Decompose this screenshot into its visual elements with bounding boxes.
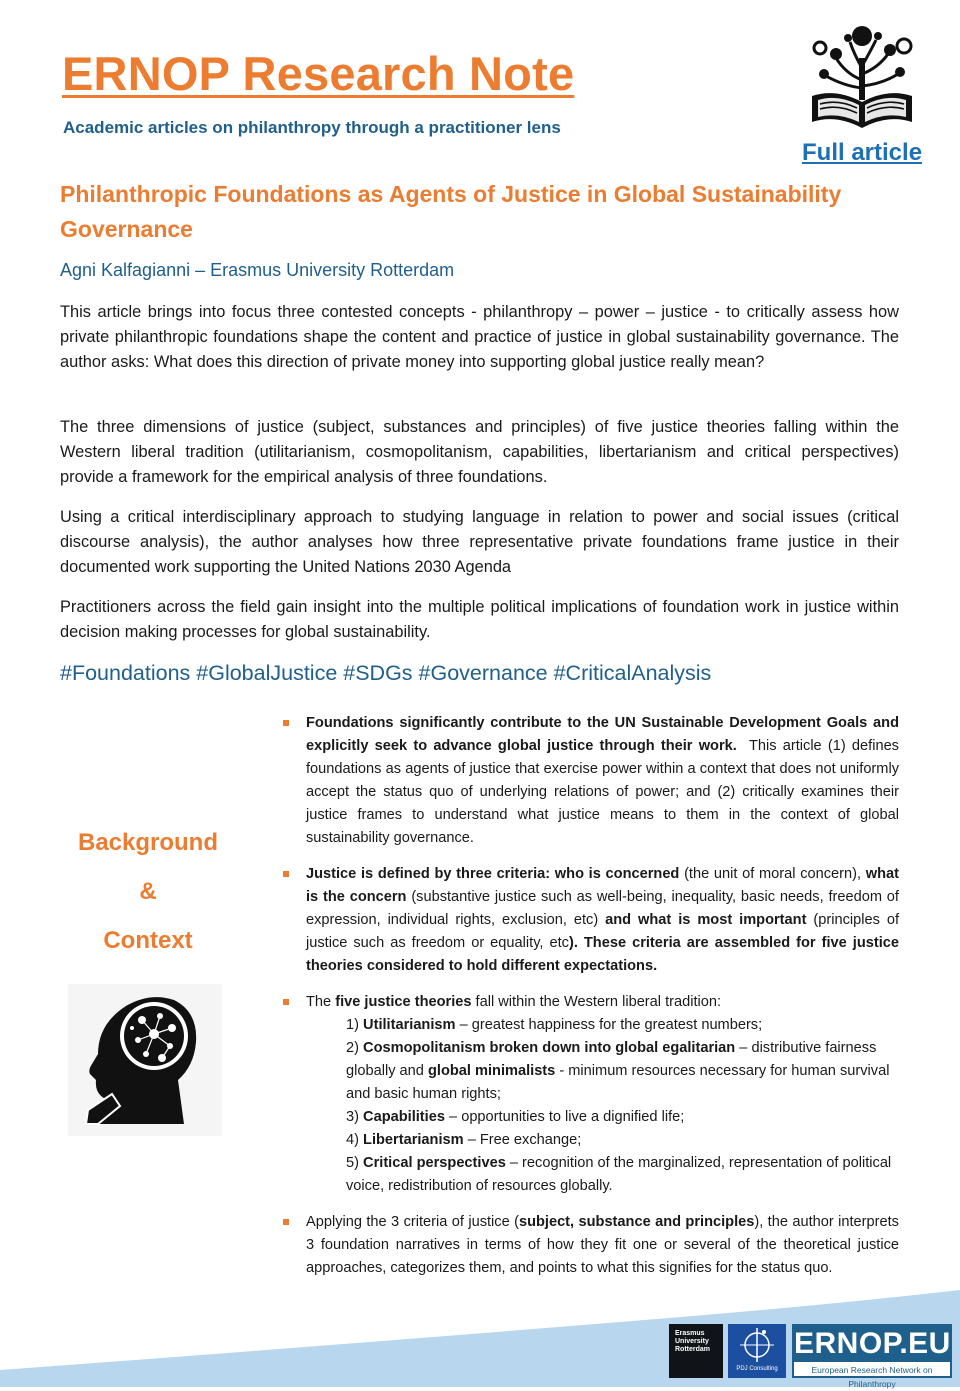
erasmus-university-logo: Erasmus University Rotterdam (669, 1324, 723, 1378)
theory-item: 2) Cosmopolitanism broken down into global egalitarian – distributive fairness globally and global minimalists - minimum resources necessary for human survival and basic human rights; (346, 1040, 890, 1102)
ernop-logo-subtitle: European Research Network on Philanthropy (811, 1365, 933, 1389)
list-item: Applying the 3 criteria of justice (subject, substance and principles), the author interprets 3 foundation narratives in terms of how they fit one or several of the theoretical justice approaches, categorizes them, and points to what this signifies for the status quo. (282, 1211, 899, 1280)
intro-paragraph-3: Using a critical interdisciplinary approach to studying language in relation to power and social issues (critical discourse analysis), the author analyses how three representative private foundations frame justice in their documented work supporting the United Nations 2030 Agenda (60, 508, 899, 576)
section-heading-line-3: Context (103, 927, 193, 954)
intro-paragraph-4: Practitioners across the field gain insight into the multiple political implications of foundation work in justice within decision making processes for global sustainability. (60, 598, 899, 641)
article-title: Philanthropic Foundations as Agents of Justice in Global Sustainability Governance (60, 181, 842, 242)
thinking-head-icon (68, 984, 222, 1136)
list-item: The five justice theories fall within the Western liberal tradition: 1) Utilitarianism – greatest happiness for the greatest numbers; 2) Cosmopolitanism broken down into global egalitarian – distributive fairness globally and global minimalists - minimum resources necessary for human survival and basic human rights; 3) Capabilities – opportunities to live a dignified life; 4) Libertarianism – Free exchange; 5) Critical perspectives – recognition of the marginalized, representation of political voice, redistribution of resources globally. (282, 991, 899, 1198)
key-points-list (282, 712, 899, 1293)
theory-item: 1) Utilitarianism – greatest happiness for the greatest numbers; (346, 1017, 763, 1033)
pdj-consulting-logo: PDJ Consulting (728, 1324, 786, 1378)
tagline: Academic articles on philanthropy through a practitioner lens (63, 118, 561, 137)
theory-item: 4) Libertarianism – Free exchange; (346, 1132, 582, 1148)
list-item: Justice is defined by three criteria: who is concerned (the unit of moral concern), what is the concern (substantive justice such as well-being, inequality, basic needs, freedom of expression, individual rights, exclusion, etc) and what is most important (principles of justice such as freedom or equality, etc). These criteria are assembled for five justice theories considered to hold different expectations. (282, 863, 899, 978)
pdj-emblem-icon (728, 1324, 786, 1364)
list-item: Foundations significantly contribute to the UN Sustainable Development Goals and explicitly seek to advance global justice through their work. This article (1) defines foundations as agents of justice that exercise power within a context that does not uniformly accept the status quo of underlying relations of power; and (2) critically examines their justice frames to understand what justice means to them in the context of global sustainability governance. (282, 712, 899, 850)
hashtags: #Foundations #GlobalJustice #SDGs #Governance #CriticalAnalysis (60, 661, 712, 685)
ernop-logo (792, 1324, 952, 1389)
intro-paragraph-1: This article brings into focus three contested concepts - philanthropy – power – justice - to critically assess how private philanthropic foundations shape the content and practice of justice in global sustainability governance. The author asks: What does this direction of private money into supporting global justice really mean? (60, 303, 899, 371)
page-title: ERNOP Research Note (62, 47, 575, 100)
article-author: Agni Kalfagianni – Erasmus University Rotterdam (60, 260, 455, 280)
section-heading-line-1: Background (77, 829, 218, 856)
full-article-link[interactable]: Full article (802, 139, 923, 166)
tree-book-logo-icon (806, 18, 918, 136)
ernop-logo-name: ERNOP.EU (794, 1327, 951, 1360)
theory-item: 3) Capabilities – opportunities to live a dignified life; (346, 1109, 685, 1125)
theory-item: 5) Critical perspectives – recognition of the marginalized, representation of political voice, redistribution of resources globally. (346, 1155, 892, 1194)
section-heading (60, 818, 236, 965)
section-heading-line-2: & (139, 878, 157, 905)
intro-paragraph-2: The three dimensions of justice (subject, substances and principles) of five justice theories falling within the Western liberal tradition (utilitarianism, cosmopolitanism, capabilities, libertarianism and critical perspectives) provide a framework for the empirical analysis of three foundations. (60, 418, 899, 486)
